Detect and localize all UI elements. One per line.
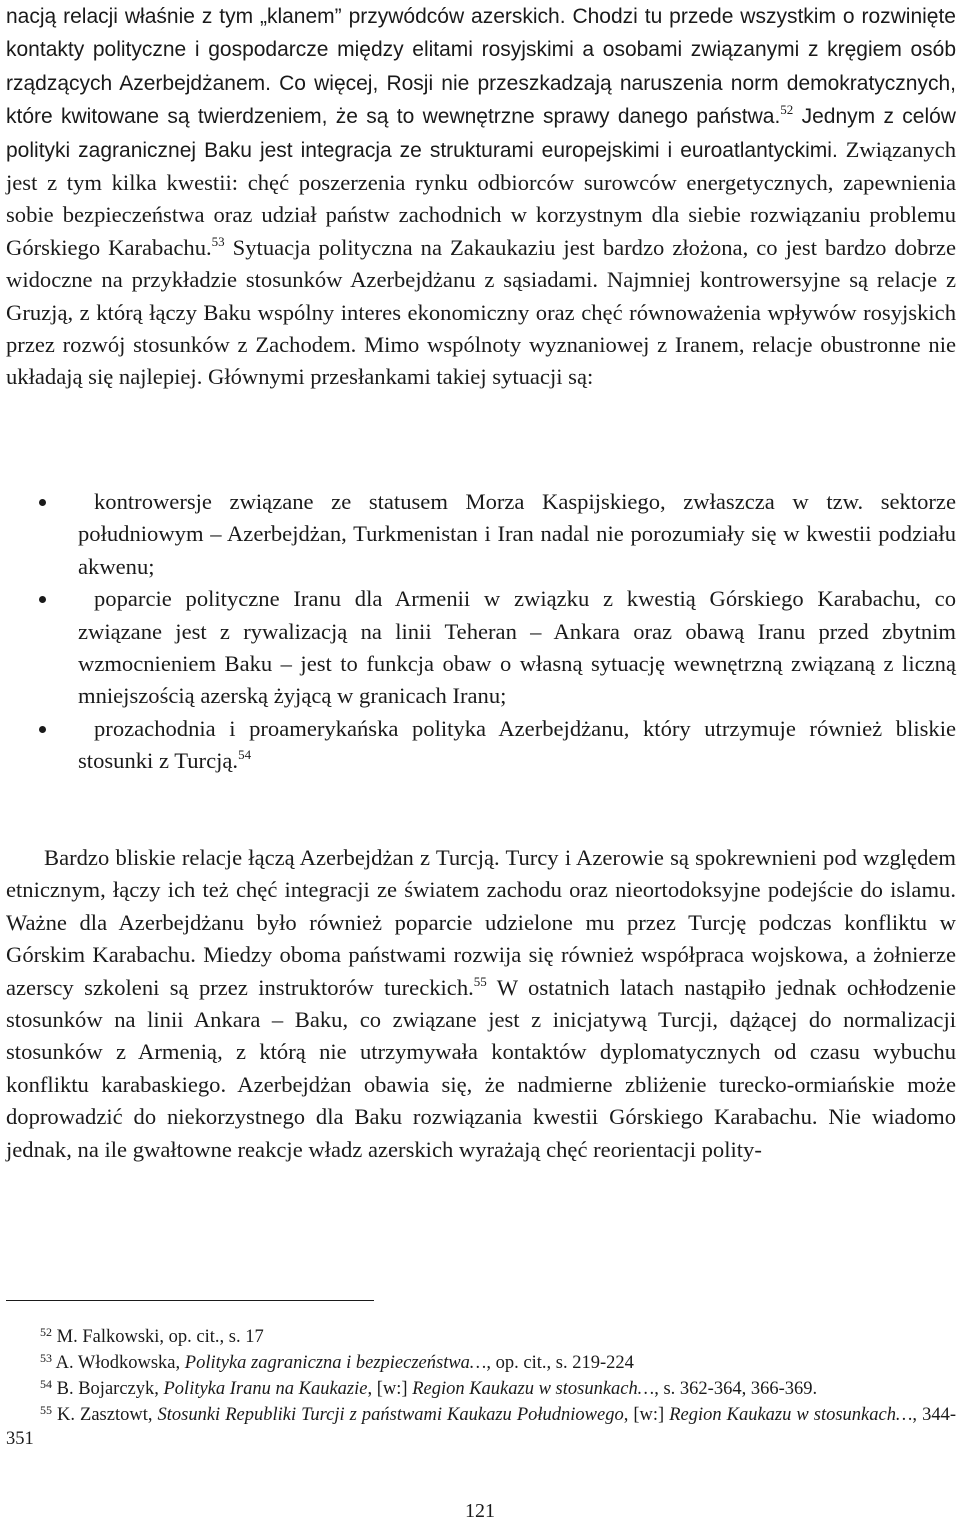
footnote-text: M. Falkowski, op. cit., s. 17 xyxy=(52,1327,264,1347)
footnote-number: 55 xyxy=(40,1403,52,1417)
bullet-icon xyxy=(39,596,46,603)
bullet-list xyxy=(0,486,956,778)
footnote-title: Region Kaukazu w stosunkach… xyxy=(669,1405,913,1425)
footnote-55 xyxy=(6,1403,956,1451)
page-number: 121 xyxy=(465,1500,495,1522)
footnotes xyxy=(6,1325,956,1453)
bullet-icon xyxy=(39,499,46,506)
footnote-54 xyxy=(6,1377,956,1401)
paragraph-1 xyxy=(6,0,956,394)
footnote-ref-53[interactable]: 53 xyxy=(211,233,225,249)
footnote-ref-55[interactable]: 55 xyxy=(473,973,487,989)
paragraph-1-part-2: Jednym z celów polityki zagranicznej Baku jest integracja ze strukturami europejskimi i euroatlantyckimi. xyxy=(6,105,956,162)
paragraph-1-part-4: Sytuacja polityczna na Zakaukaziu jest bardzo złożona, co jest bardzo dobrze widoczne na przykładzie stosunków Azerbejdżanu z sąsiadami. Najmniej kontrowersyjne są relacje z Gruzją, z którą łączy Baku wspólny interes ekonomiczny oraz chęć równoważenia wpływów rosyjskich przez rozwój stosunków z Zachodem. Mimo wspólnoty wyznaniowej z Iranem, relacje obustronne nie układają się najlepiej. Głównymi przesłankami takiej sytuacji są: xyxy=(6,234,956,390)
list-item-text: poparcie polityczne Iranu dla Armenii w związku z kwestią Górskiego Karabachu, co związane jest z rywalizacją na linii Teheran – Ankara oraz obawą Iranu przed zbytnim wzmocnieniem Baku – jest to funkcja obaw o własną sytuację wewnętrzną związaną z liczną mniejszością azerską żyjącą w granicach Iranu; xyxy=(78,586,956,709)
footnote-text: , [w:] xyxy=(623,1405,670,1425)
footnote-number: 54 xyxy=(40,1377,52,1391)
footnote-title: Region Kaukazu w stosunkach… xyxy=(412,1379,655,1399)
paragraph-1-part-3: Związanych jest z tym kilka kwestii: chęć poszerzenia rynku odbiorców surowców energetycznych, zapewnienia sobie bezpieczeństwa oraz udział państw zachodnich w korzystnym dla siebie rozwiązaniu problemu Górskiego Karabachu. xyxy=(6,136,957,260)
footnote-separator xyxy=(6,1300,374,1301)
footnote-53 xyxy=(6,1351,956,1375)
footnote-text: , [w:] xyxy=(367,1379,413,1399)
list-item-text: kontrowersje związane ze statusem Morza Kaspijskiego, zwłaszcza w tzw. sektorze południowym – Azerbejdżan, Turkmenistan i Iran nadal nie porozumiały się w kwestii podziału akwenu; xyxy=(78,489,956,579)
footnote-title: Polityka Iranu na Kaukazie xyxy=(163,1379,368,1399)
footnote-text: K. Zasztowt, xyxy=(52,1405,158,1425)
footnote-text: B. Bojarczyk, xyxy=(52,1379,164,1399)
list-item xyxy=(0,583,956,713)
footnote-number: 52 xyxy=(40,1325,52,1339)
paragraph-2-part-1: Bardzo bliskie relacje łączą Azerbejdżan z Turcją. Turcy i Azerowie są spokrewnieni pod względem etnicznym, łączy ich też chęć integracji ze światem zachodu oraz nieortodoksyjne podejście do islamu. Ważne dla Azerbejdżanu było również poparcie udzielone mu przez Turcję podczas konfliktu w Górskim Karabachu. Miedzy oboma państwami rozwija się również współpraca wojskowa, a żołnierze azerscy szkoleni są przez instruktorów tureckich. xyxy=(6,845,956,1000)
footnote-text: A. Włodkowska, xyxy=(52,1353,185,1373)
paragraph-1-part-1: nacją relacji właśnie z tym „klanem” przywódców azerskich. Chodzi tu przede wszystkim o rozwinięte kontakty polityczne i gospodarcze między elitami rosyjskimi a osobami związanymi z kręgiem osób rządzących Azerbejdżanem. Co więcej, Rosji nie przeszkadzają naruszenia norm demokratycznych, które kwitowane są twierdzeniem, że są to wewnętrzne sprawy danego państwa. xyxy=(6,5,956,129)
footnote-number: 53 xyxy=(40,1351,52,1365)
footnote-52 xyxy=(6,1325,956,1349)
footnote-text: , op. cit., s. 219-224 xyxy=(486,1353,634,1373)
paragraph-2 xyxy=(6,842,956,1166)
footnote-ref-54[interactable]: 54 xyxy=(238,747,252,763)
paragraph-2-part-2: W ostatnich latach nastąpiło jednak ochłodzenie stosunków na linii Ankara – Baku, co związane jest z inicjatywą Turcji, dążącej do normalizacji stosunków z Armenią, z którą nie utrzymywała kontaktów dyplomatycznych od czasu wybuchu konfliktu karabaskiego. Azerbejdżan obawia się, że nadmierne zbliżenie turecko-ormiańskie może doprowadzić do niekorzystnego dla Baku rozwiązania kwestii Górskiego Karabachu. Nie wiadomo jednak, na ile gwałtowne reakcje władz azerskich wyrażają chęć reorientacji polity- xyxy=(6,974,956,1162)
list-item xyxy=(0,486,956,583)
footnote-title: Polityka zagraniczna i bezpieczeństwa… xyxy=(184,1353,487,1373)
footnote-text: , s. 362-364, 366-369. xyxy=(654,1379,818,1399)
footnote-ref-52[interactable]: 52 xyxy=(780,102,794,118)
list-item-text: prozachodnia i proamerykańska polityka Azerbejdżanu, który utrzymuje również bliskie stosunki z Turcją. xyxy=(78,715,956,774)
footnote-text: , 344-351 xyxy=(6,1405,956,1449)
bullet-icon xyxy=(39,726,46,733)
footnote-title: Stosunki Republiki Turcji z państwami Kaukazu Południowego xyxy=(157,1405,624,1425)
list-item xyxy=(0,713,956,778)
